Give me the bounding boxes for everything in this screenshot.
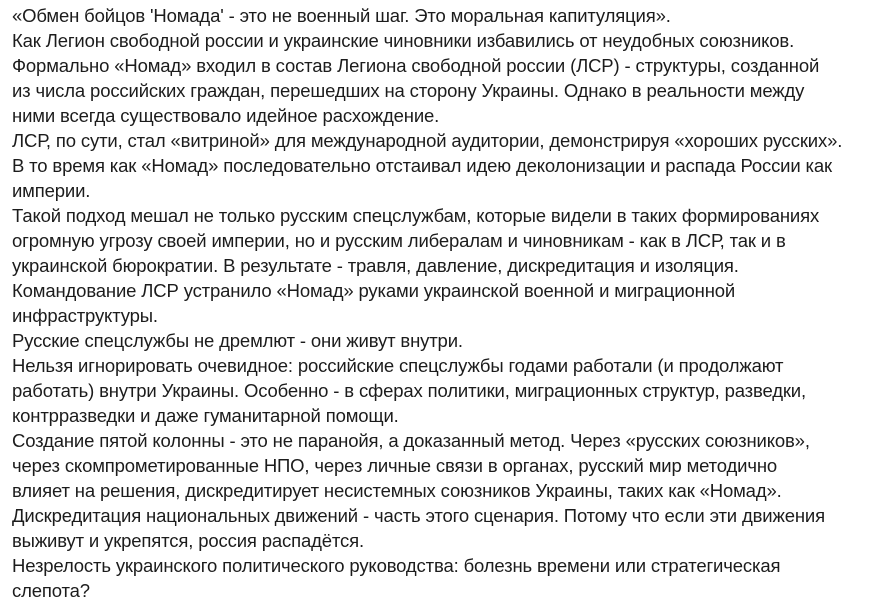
text-line: Русские спецслужбы не дремлют - они живут внутри.: [12, 330, 463, 351]
text-line: империи.: [12, 180, 91, 201]
text-line: ними всегда существовало идейное расхождение.: [12, 105, 440, 126]
text-line: Командование ЛСР устранило «Номад» руками украинской военной и миграционной: [12, 280, 736, 301]
text-line: украинской бюрократии. В результате - травля, давление, дискредитация и изоляция.: [12, 255, 739, 276]
text-line: Нельзя игнорировать очевидное: российские спецслужбы годами работали (и продолжают: [12, 355, 784, 376]
text-line: Создание пятой колонны - это не паранойя, а доказанный метод. Через «русских союзников»,: [12, 430, 810, 451]
text-line: огромную угрозу своей империи, но и русским либералам и чиновникам - как в ЛСР, так и в: [12, 230, 786, 251]
text-line: слепота?: [12, 580, 90, 601]
text-line: через скомпрометированные НПО, через личные связи в органах, русский мир методично: [12, 455, 778, 476]
text-line: выживут и укрепятся, россия распадётся.: [12, 530, 364, 551]
text-block: [12, 3, 868, 602]
text-line: инфраструктуры.: [12, 305, 158, 326]
text-line: «Обмен бойцов 'Номада' - это не военный шаг. Это моральная капитуляция».: [12, 5, 671, 26]
text-line: Дискредитация национальных движений - часть этого сценария. Потому что если эти движения: [12, 505, 825, 526]
text-line: работать) внутри Украины. Особенно - в сферах политики, миграционных структур, разведки,: [12, 380, 806, 401]
text-line: из числа российских граждан, перешедших на сторону Украины. Однако в реальности между: [12, 80, 805, 101]
text-line: влияет на решения, дискредитирует несистемных союзников Украины, таких как «Номад».: [12, 480, 782, 501]
text-line: Формально «Номад» входил в состав Легиона свободной россии (ЛСР) - структуры, созданной: [12, 55, 820, 76]
text-line: ЛСР, по сути, стал «витриной» для международной аудитории, демонстрируя «хороших русских».: [12, 130, 843, 151]
text-line: Такой подход мешал не только русским спецслужбам, которые видели в таких формированиях: [12, 205, 820, 226]
text-line: В то время как «Номад» последовательно отстаивал идею деколонизации и распада России как: [12, 155, 832, 176]
text-line: Как Легион свободной россии и украинские чиновники избавились от неудобных союзников.: [12, 30, 795, 51]
text-line: Незрелость украинского политического руководства: болезнь времени или стратегическая: [12, 555, 781, 576]
text-line: контрразведки и даже гуманитарной помощи.: [12, 405, 399, 426]
